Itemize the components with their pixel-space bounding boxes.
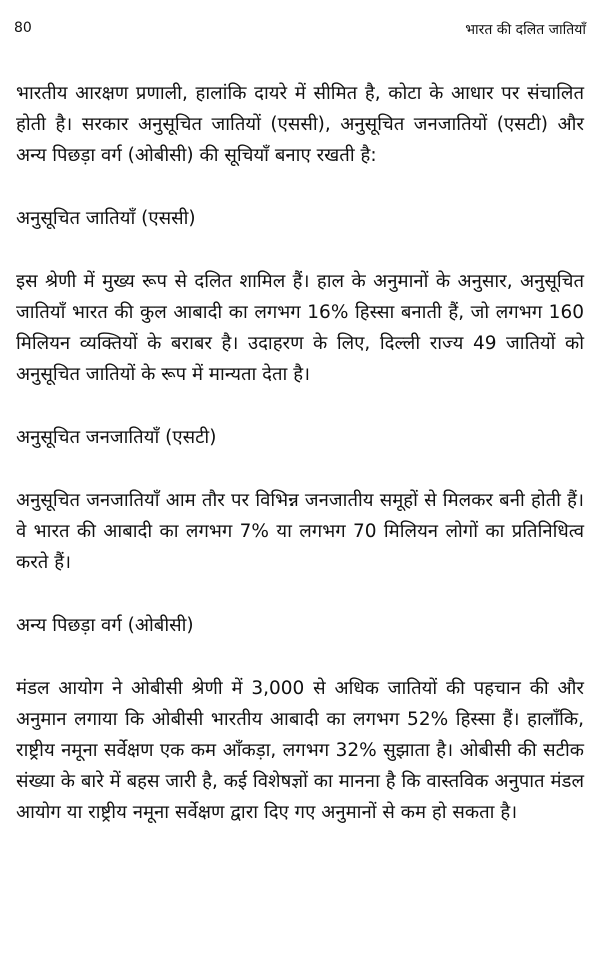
- section-body-st: अनुसूचित जनजातियाँ आम तौर पर विभिन्न जनजातीय समूहों से मिलकर बनी होती हैं। वे भारत की आबादी का लगभग 7% या लगभग 70 मिलियन लोगों का प्रतिनिधित्व करते हैं।: [16, 490, 584, 573]
- page-content: [16, 78, 584, 828]
- running-title: भारत की दलित जातियाँ: [465, 22, 586, 38]
- section-body-obc: मंडल आयोग ने ओबीसी श्रेणी में 3,000 से अधिक जातियों की पहचान की और अनुमान लगाया कि ओबीसी भारतीय आबादी का लगभग 52% हिस्सा हैं। हालाँकि, राष्ट्रीय नमूना सर्वेक्षण एक कम आँकड़ा, लगभग 32% सुझाता है। ओबीसी की सटीक संख्या के बारे में बहस जारी है, कई विशेषज्ञों का मानना है कि वास्तविक अनुपात मंडल आयोग या राष्ट्रीय नमूना सर्वेक्षण द्वारा दिए गए अनुमानों से कम हो सकता है।: [16, 678, 584, 823]
- section-heading-st: अनुसूचित जनजातियाँ (एसटी): [16, 427, 217, 448]
- page-number: 80: [14, 20, 32, 36]
- intro-paragraph: भारतीय आरक्षण प्रणाली, हालांकि दायरे में सीमित है, कोटा के आधार पर संचालित होती है। सरकार अनुसूचित जातियों (एससी), अनुसूचित जनजातियों (एसटी) और अन्य पिछड़ा वर्ग (ओबीसी) की सूचियाँ बनाए रखती है:: [16, 83, 584, 166]
- page-header: [14, 20, 586, 44]
- section-heading-obc: अन्य पिछड़ा वर्ग (ओबीसी): [16, 615, 194, 636]
- section-body-sc: इस श्रेणी में मुख्य रूप से दलित शामिल हैं। हाल के अनुमानों के अनुसार, अनुसूचित जातियाँ भारत की कुल आबादी का लगभग 16% हिस्सा बनाती हैं, जो लगभग 160 मिलियन व्यक्तियों के बराबर है। उदाहरण के लिए, दिल्ली राज्य 49 जातियों को अनुसूचित जातियों के रूप में मान्यता देता है।: [16, 271, 584, 385]
- section-heading-sc: अनुसूचित जातियाँ (एससी): [16, 208, 196, 229]
